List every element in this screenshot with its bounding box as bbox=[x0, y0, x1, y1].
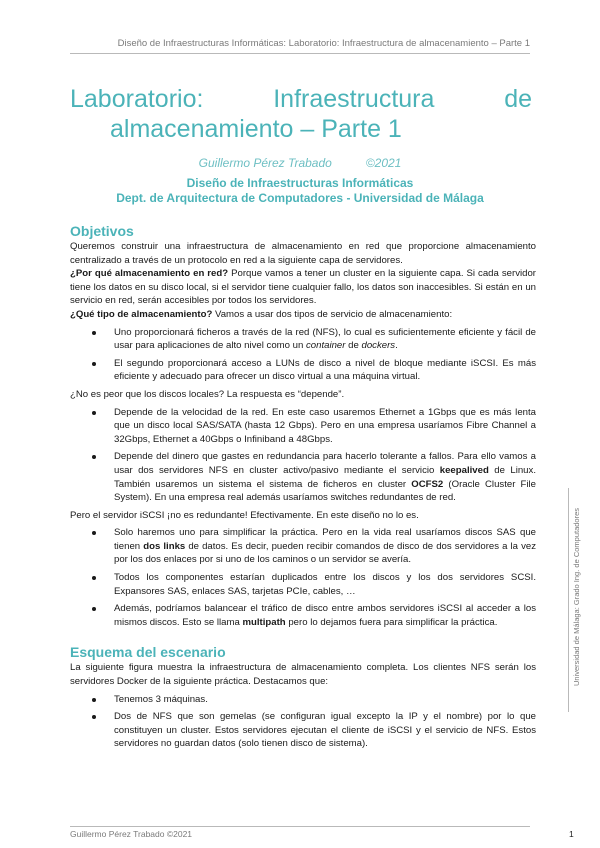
answer-2: Vamos a usar dos tipos de servicio de almacenamiento: bbox=[212, 308, 453, 320]
list-item: El segundo proporcionará acceso a LUNs de disco a nivel de bloque mediante iSCSI. Es más eficiente y adecuado para ofrecer un disco virtual a una máquina virtual. bbox=[114, 357, 536, 383]
question-paragraph-1 bbox=[70, 267, 536, 308]
iscsi-list bbox=[70, 526, 536, 629]
list-item: Depende del dinero que gastes en redundancia para hacerlo tolerante a fallos. Para ello vamos a usar dos servidores NFS en cluster activo/pasivo mediante el servicio keepalived de Linux. También usaremos un sistema el sistema de ficheros en cluster OCFS2 (Oracle Cluster File System). En una empresa real además usaríamos switches redundantes de red. bbox=[114, 451, 536, 504]
author: Guillermo Pérez Trabado bbox=[198, 156, 332, 170]
document-body bbox=[70, 222, 536, 755]
list-item: Tenemos 3 máquinas. bbox=[114, 693, 536, 707]
list-item: Solo haremos uno para simplificar la práctica. Pero en la vida real usaríamos discos SAS que tienen dos links de datos. Es decir, pueden recibir comandos de disco de dos servidores a la vez por los dos enlaces por si uno de los caminos o un servidor se avería. bbox=[114, 527, 536, 566]
iscsi-question: Pero el servidor iSCSI ¡no es redundante! Efectivamente. En este diseño no lo es. bbox=[70, 509, 419, 521]
side-divider bbox=[568, 488, 569, 712]
title-line-2: almacenamiento – Parte 1 bbox=[110, 115, 402, 143]
side-margin-text: Universidad de Málaga: Grado Ing. de Computadores bbox=[572, 507, 581, 686]
storage-types-list bbox=[70, 326, 536, 384]
objetivos-intro: Queremos construir una infraestructura de almacenamiento en red que proporcione almacenamiento centralizado a través de un protocolo en red a la siguiente capa de servidores. bbox=[70, 241, 536, 266]
byline bbox=[0, 156, 600, 170]
title-word-1: Laboratorio: bbox=[70, 85, 204, 113]
title-word-2: Infraestructura bbox=[273, 85, 435, 113]
list-item: Uno proporcionará ficheros a través de la red (NFS), lo cual es suficientemente eficiente y fácil de usar para aplicaciones de alto nivel como un container de dockers. bbox=[114, 326, 536, 352]
depends-list bbox=[70, 406, 536, 505]
question-1: ¿Por qué almacenamiento en red? bbox=[70, 268, 229, 280]
document-title bbox=[70, 84, 532, 144]
footer-author: Guillermo Pérez Trabado ©2021 bbox=[70, 829, 193, 839]
department: Dept. de Arquitectura de Computadores - Universidad de Málaga bbox=[116, 191, 484, 205]
local-disks-question: ¿No es peor que los discos locales? La respuesta es “depende”. bbox=[70, 388, 345, 400]
running-header: Diseño de Infraestructuras Informáticas: Laboratorio: Infraestructura de almacenamiento – Parte 1 bbox=[70, 38, 530, 54]
page-number: 1 bbox=[569, 829, 574, 839]
title-word-3: de bbox=[504, 85, 532, 113]
answer-1: Porque vamos a tener un cluster en la siguiente capa. Si cada servidor tiene los datos en su disco local, si el servidor tiene cualquier fallo, los datos son inaccesibles. Si están en un servicio en red, serán accesibles por todos los servidores. bbox=[70, 268, 536, 307]
esquema-intro: La siguiente figura muestra la infraestructura de almacenamiento completa. Los clientes NFS serán los servidores Docker de la siguiente práctica. Destacamos que: bbox=[70, 662, 536, 688]
list-item: Todos los componentes estarían duplicados entre los discos y los dos servidores SCSI. Expansores SAS, enlaces SAS, tarjetas PCIe, cables, … bbox=[114, 572, 536, 597]
year: ©2021 bbox=[365, 156, 402, 170]
list-item: Además, podríamos balancear el tráfico de disco entre ambos servidores iSCSI al acceder a los mismos discos. Esto se llama multipath pero lo dejamos fuera para simplificar la práctica. bbox=[114, 603, 536, 628]
question-2: ¿Qué tipo de almacenamiento? bbox=[70, 308, 213, 320]
list-item: Depende de la velocidad de la red. En este caso usaremos Ethernet a 1Gbps que es más lenta que un disco local SAS/SATA (hasta 12 Gbps). Pero en una empresa usaríamos Fibre Channel a 32Gbps, Ethernet a 40Gbps o Infiniband a 48Gbps. bbox=[114, 406, 536, 445]
footer-divider bbox=[70, 826, 530, 827]
list-item: Dos de NFS que son gemelas (se configuran igual excepto la IP y el nombre) por lo que constituyen un cluster. Estos servidores ejecutan el cliente de iSCSI y el servicio de NFS. Estos servidores no guardan datos (solo tienen disco de sistema). bbox=[114, 711, 536, 750]
course-name: Diseño de Infraestructuras Informáticas bbox=[186, 176, 414, 190]
section-heading-objetivos: Objetivos bbox=[70, 223, 134, 239]
question-paragraph-2 bbox=[70, 308, 536, 322]
esquema-list bbox=[70, 693, 536, 751]
section-heading-esquema: Esquema del escenario bbox=[70, 644, 226, 661]
